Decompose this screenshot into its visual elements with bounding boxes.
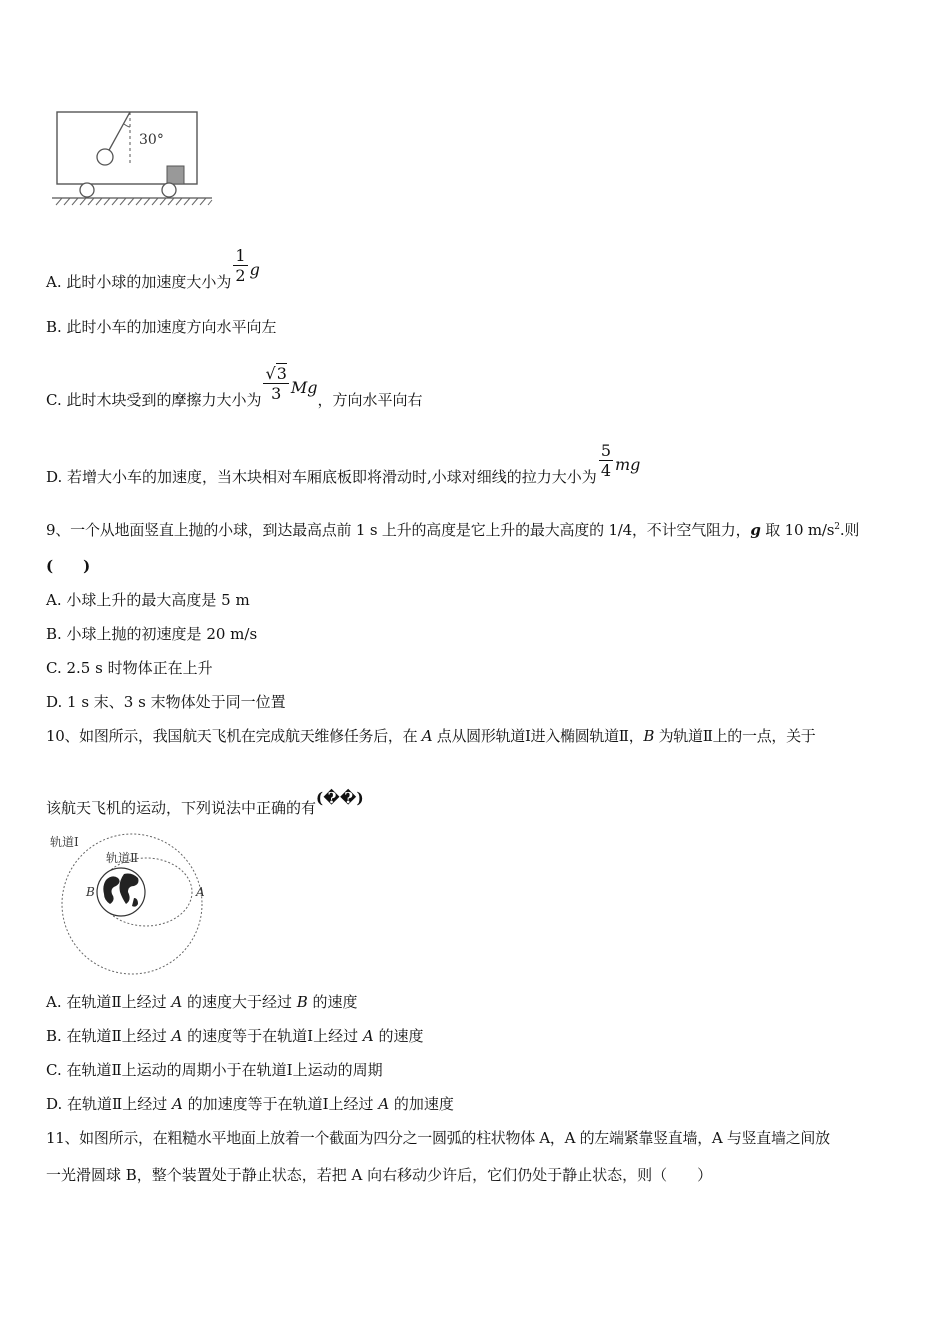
q9-option-a: A. 小球上升的最大高度是 5 m xyxy=(46,591,250,609)
orbit-figure xyxy=(48,832,216,980)
point-b-label: B xyxy=(86,885,95,899)
fraction: $\frac{5}{4}$ xyxy=(600,441,611,480)
cart-pendulum-figure xyxy=(50,108,215,210)
q9-option-d: D. 1 s 末、3 s 末物体处于同一位置 xyxy=(46,693,286,711)
q8-option-c: C. 此时木块受到的摩擦力大小为 $\frac{√3}{3}$ Mg，方向水平向右 xyxy=(46,364,423,409)
fraction: $\frac{1}{2}$ xyxy=(235,246,246,285)
q10-option-d: D. 在轨道Ⅱ上经过 A 的加速度等于在轨道Ⅰ上经过 A 的加速度 xyxy=(46,1095,454,1113)
pendulum-string xyxy=(108,112,130,152)
q10-option-a: A. 在轨道Ⅱ上经过 A 的速度大于经过 B 的速度 xyxy=(46,993,358,1011)
q9-answer-paren: ( ) xyxy=(46,557,91,575)
pendulum-ball xyxy=(97,149,113,165)
q10-option-b: B. 在轨道Ⅱ上经过 A 的速度等于在轨道Ⅰ上经过 A 的速度 xyxy=(46,1027,424,1045)
ground-hatching xyxy=(56,198,212,205)
q10-option-c: C. 在轨道Ⅱ上运动的周期小于在轨道Ⅰ上运动的周期 xyxy=(46,1061,383,1079)
angle-label: 30° xyxy=(139,132,164,148)
orbit-2-label: 轨道Ⅱ xyxy=(106,851,139,865)
orbit-1-label: 轨道Ⅰ xyxy=(50,835,79,849)
q11-stem-line2: 一光滑圆球 B，整个装置处于静止状态，若把 A 向右移动少许后，它们仍处于静止状态，则（ ） xyxy=(46,1166,713,1184)
q8-option-a: A. 此时小球的加速度大小为 $\frac{1}{2}$ g xyxy=(46,246,260,291)
q8-option-b: B. 此时小车的加速度方向水平向左 xyxy=(46,318,277,336)
angle-arc xyxy=(124,124,130,127)
q8-option-d: D. 若增大小车的加速度，当木块相对车厢底板即将滑动时,小球对细线的拉力大小为 $\frac{5}{4}$ mg xyxy=(46,441,641,486)
q10-stem-line2: 该航天飞机的运动，下列说法中正确的有(��) xyxy=(46,789,364,817)
fraction: $\frac{√3}{3}$ xyxy=(265,364,287,403)
q10-stem-line1: 10、如图所示，我国航天飞机在完成航天维修任务后，在 A 点从圆形轨道Ⅰ进入椭圆轨道Ⅱ，B 为轨道Ⅱ上的一点，关于 xyxy=(46,727,816,745)
q9-option-b: B. 小球上抛的初速度是 20 m/s xyxy=(46,625,258,643)
wood-block xyxy=(167,166,184,184)
q9-stem: 9、一个从地面竖直上抛的小球，到达最高点前 1 s 上升的高度是它上升的最大高度的 1/4，不计空气阻力，g 取 10 $m/s^2$.则 xyxy=(46,521,860,539)
point-a-label: A xyxy=(196,885,205,899)
left-wheel xyxy=(80,183,94,197)
q9-option-c: C. 2.5 s 时物体正在上升 xyxy=(46,659,213,677)
q11-stem-line1: 11、如图所示，在粗糙水平地面上放着一个截面为四分之一圆弧的柱状物体 A，A 的左端紧靠竖直墙，A 与竖直墙之间放 xyxy=(46,1129,830,1147)
right-wheel xyxy=(162,183,176,197)
